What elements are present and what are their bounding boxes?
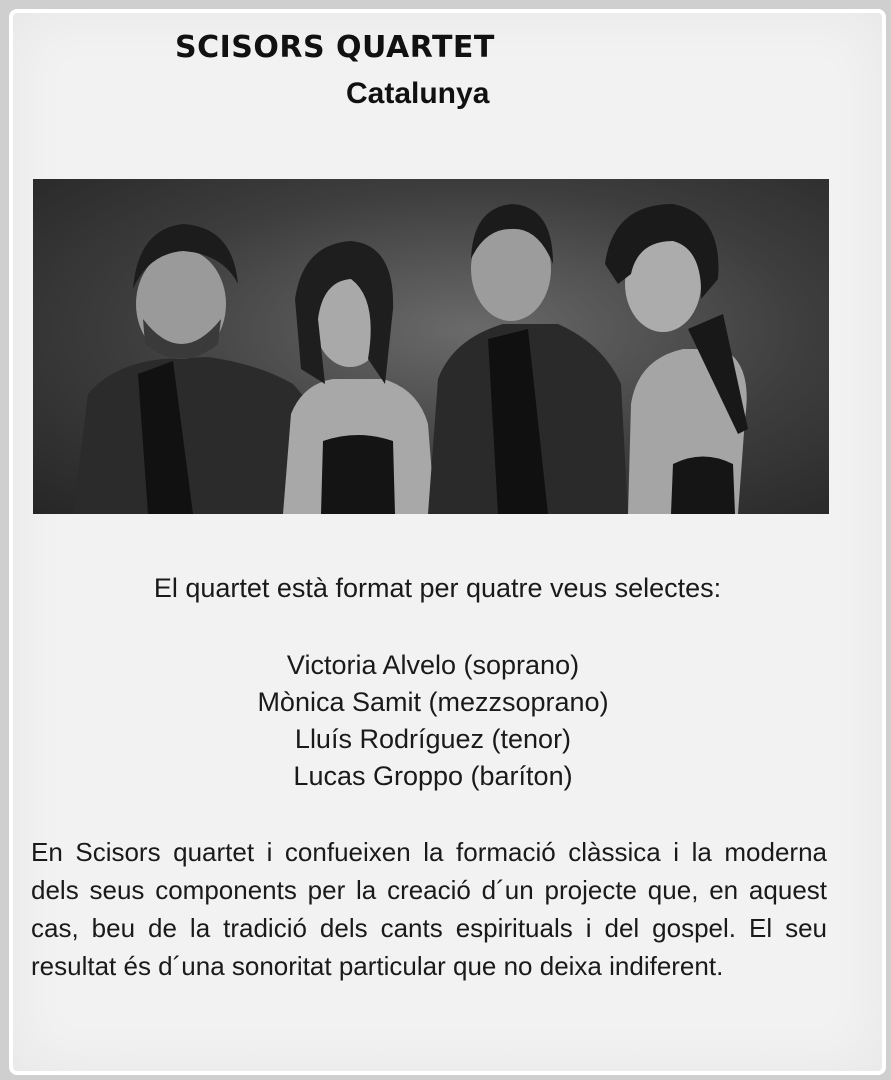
page-title: SCISORS QUARTET — [175, 30, 495, 65]
person-2-figure — [283, 241, 435, 514]
document-page — [9, 9, 886, 1075]
member-item: Mònica Samit (mezzsoprano) — [257, 687, 609, 717]
intro-text: El quartet està format per quatre veus selectes: — [153, 573, 722, 603]
member-item: Lucas Groppo (baríton) — [293, 761, 573, 791]
description-paragraph: En Scisors quartet i confueixen la formació clàssica i la moderna dels seus components per la creació d´un projecte que, en aquest cas, beu de la tradició dels cants espirituals i del gospel. El seu resultat és d´una sonoritat particular que no deixa indiferent. — [31, 837, 827, 981]
page-subtitle: Catalunya — [346, 77, 490, 110]
member-item: Lluís Rodríguez (tenor) — [294, 724, 572, 754]
person-3-figure — [428, 204, 628, 514]
member-list — [13, 647, 853, 795]
quartet-photo — [33, 179, 829, 514]
member-item: Victoria Alvelo (soprano) — [286, 650, 580, 680]
person-4-figure — [605, 204, 748, 514]
quartet-photo-illustration — [33, 179, 829, 514]
